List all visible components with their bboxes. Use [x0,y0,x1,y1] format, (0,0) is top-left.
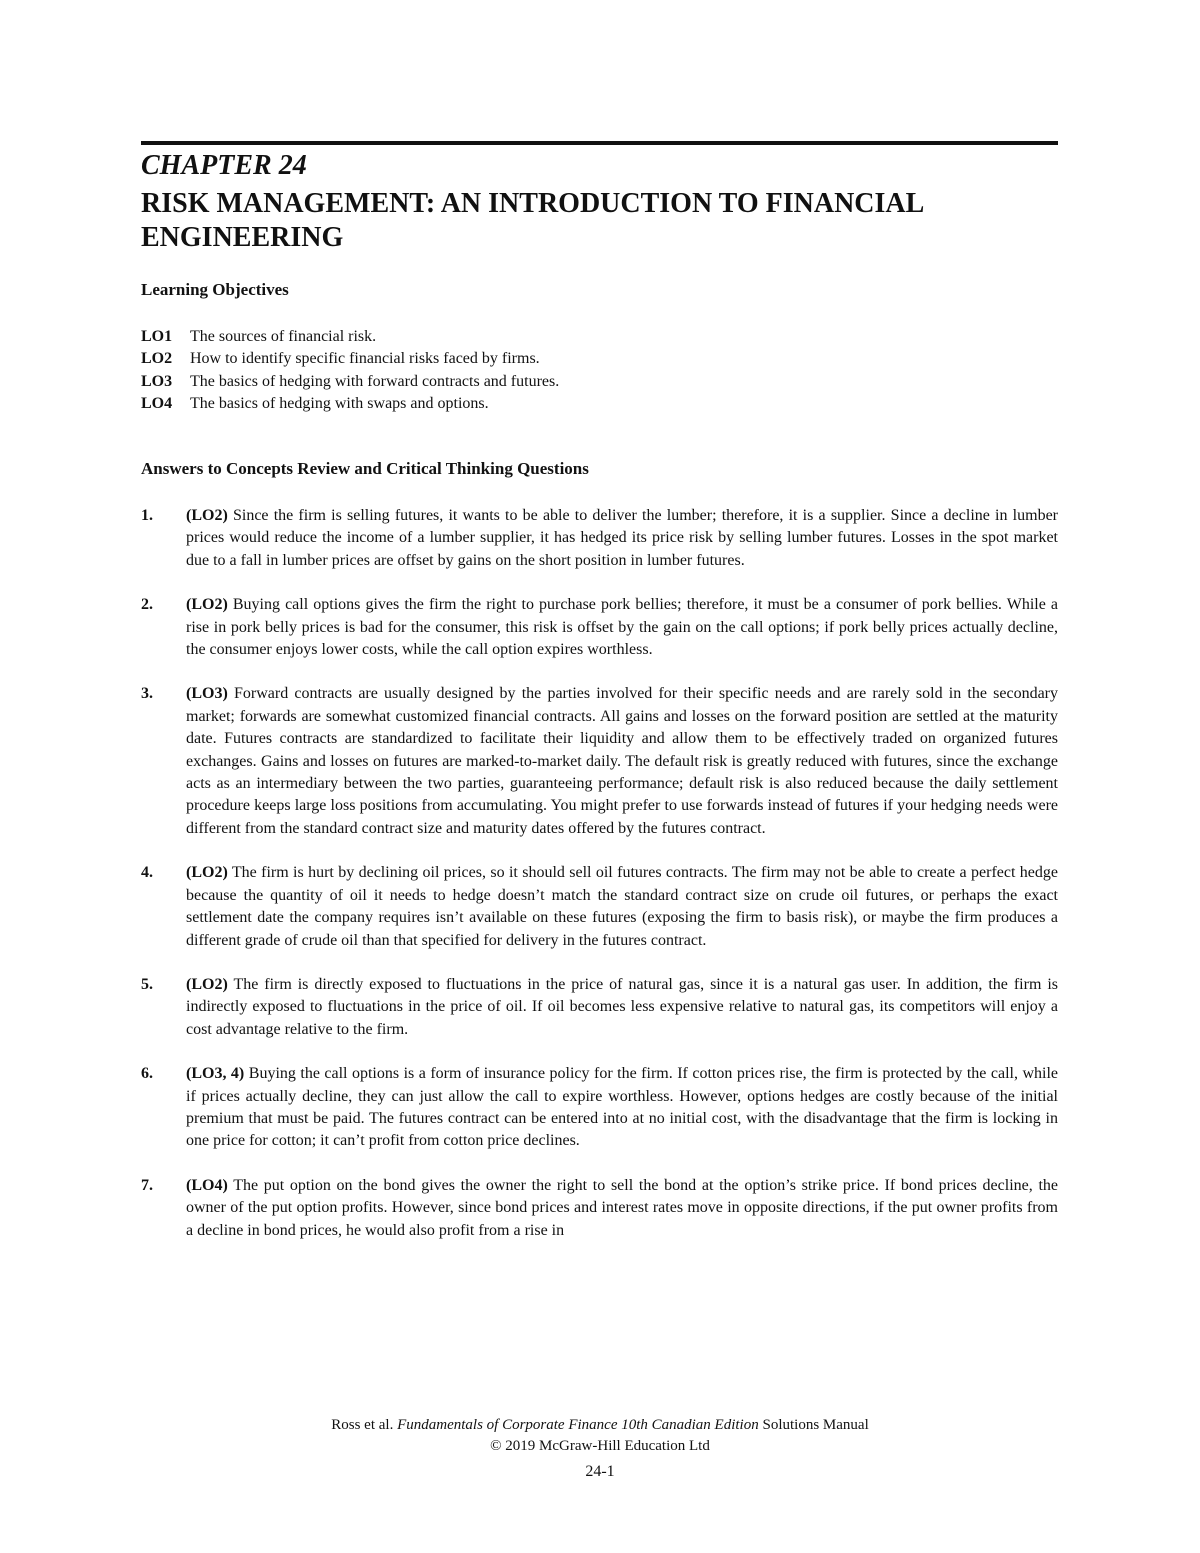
answer-item [141,683,1058,840]
answer-number: 5. [141,975,153,993]
answer-ref: (LO2) [186,507,228,524]
answer-number: 2. [141,596,153,614]
top-rule-divider [141,141,1058,145]
answer-number: 4. [141,864,153,882]
answer-item [141,1175,1058,1242]
answer-number: 1. [141,507,153,524]
objective-text: The basics of hedging with swaps and options. [190,395,489,413]
page-number: 24-1 [585,1463,615,1480]
learning-objectives-heading: Learning Objectives [141,280,289,299]
answer-item [141,505,1058,572]
answer-number: 7. [141,1176,153,1194]
footer-copyright: © 2019 McGraw-Hill Education Ltd [490,1438,710,1454]
answers-heading: Answers to Concepts Review and Critical Thinking Questions [141,459,589,478]
answer-item [141,862,1058,952]
footer-suffix: Solutions Manual [762,1417,869,1433]
learning-objectives-list [141,326,559,416]
answer-text: Buying call options gives the firm the right to purchase pork bellies; therefore, it must be a consumer of pork bellies. While a rise in pork belly prices is bad for the consumer, this risk is offset by the gain on the call options; if pork belly prices actually decline, the consumer enjoys lower costs, while the call option expires worthless. [186,596,1059,659]
answer-text: Forward contracts are usually designed by the parties involved for their specific needs and are rarely sold in the secondary market; forwards are somewhat customized financial contracts. All gains and losses on the forward position are settled at the maturity date. Futures contracts are standardized to facilitate their liquidity and allow them to be effectively traded on organized futures exchanges. Gains and losses on futures are marked-to-market daily. The default risk is greatly reduced with futures, since the exchange acts as an intermediary between the two parties, guaranteeing performance; default risk is also reduced because the daily settlement procedure keeps large loss positions from accumulating. You might prefer to use forwards instead of futures if your hedging needs were different from the standard contract size and maturity dates offered by the futures contract. [186,685,1059,837]
footer-book-title: Fundamentals of Corporate Finance 10th Canadian Edition [397,1417,759,1433]
objective-code: LO2 [141,350,173,368]
answer-number: 6. [141,1065,153,1083]
answer-ref: (LO3, 4) [186,1065,245,1083]
learning-objective-item [141,326,559,348]
objective-text: How to identify specific financial risks faced by firms. [190,350,540,368]
learning-objective-item [141,393,559,415]
answer-item [141,974,1058,1041]
answer-ref: (LO2) [186,596,228,614]
answer-item [141,1063,1058,1153]
chapter-title: RISK MANAGEMENT: AN INTRODUCTION TO FINANCIAL ENGINEERING [141,188,923,253]
objective-code: LO3 [141,372,173,390]
chapter-number: CHAPTER 24 [141,150,307,181]
answer-text: Since the firm is selling futures, it wants to be able to deliver the lumber; therefore, it is a supplier. Since a decline in lumber prices would reduce the income of a lumber supplier, it has hedged its price risk by selling lumber futures. Losses in the spot market due to a fall in lumber prices are offset by gains on the short position in lumber futures. [186,507,1059,569]
answers-list [141,505,1058,1264]
answer-ref: (LO4) [186,1176,228,1194]
answer-ref: (LO3) [186,685,228,703]
answer-ref: (LO2) [186,975,228,993]
answer-text: The put option on the bond gives the owner the right to sell the bond at the option’s strike price. If bond prices decline, the owner of the put option profits. However, since bond prices and interest rates move in opposite directions, if the put owner profits from a decline in bond prices, he would also profit from a rise in [186,1176,1058,1239]
learning-objective-item [141,371,559,393]
objective-code: LO4 [141,395,173,413]
footer-citation [0,1416,1200,1435]
answer-text: The firm is directly exposed to fluctuations in the price of natural gas, since it is a natural gas user. In addition, the firm is indirectly exposed to fluctuations in the price of oil. If oil becomes less expensive relative to natural gas, its competitors will enjoy a cost advantage relative to the firm. [186,975,1058,1038]
answer-number: 3. [141,685,153,703]
answer-item [141,594,1058,661]
learning-objective-item [141,348,559,370]
answer-ref: (LO2) [186,864,228,882]
objective-text: The sources of financial risk. [190,328,377,345]
footer-authors: Ross et al. [331,1417,394,1433]
objective-code: LO1 [141,328,173,345]
objective-text: The basics of hedging with forward contracts and futures. [190,372,560,390]
answer-text: The firm is hurt by declining oil prices, so it should sell oil futures contracts. The firm may not be able to create a perfect hedge because the quantity of oil it needs to hedge doesn’t match the standard contract size on crude oil futures, or perhaps the exact settlement date the company requires isn’t available on these futures (exposing the firm to basis risk), or maybe the firm produces a different grade of crude oil than that specified for delivery in the futures contract. [186,864,1058,949]
answer-text: Buying the call options is a form of insurance policy for the firm. If cotton prices rise, the firm is protected by the call, while if prices actually decline, they can just allow the call to expire worthless. However, options hedges are costly because of the initial premium that must be paid. The futures contract can be entered into at no initial cost, with the disadvantage that the firm is locking in one price for cotton; it can’t profit from cotton price declines. [186,1065,1059,1150]
